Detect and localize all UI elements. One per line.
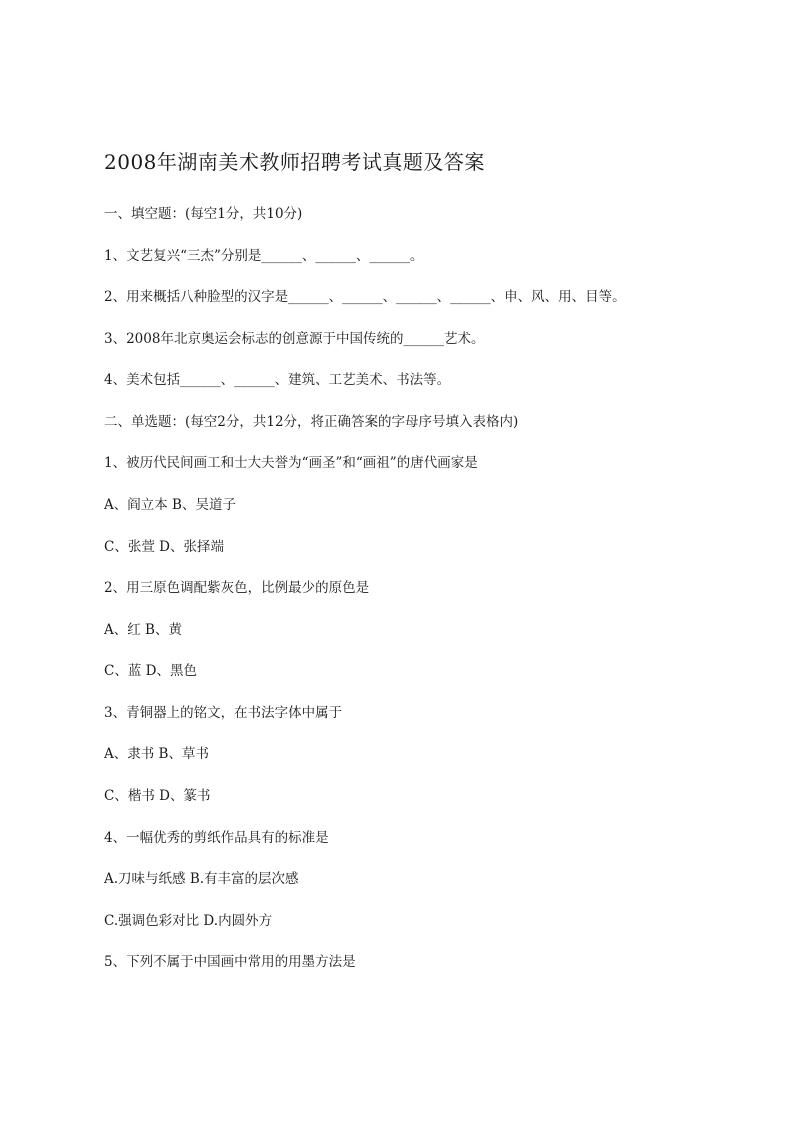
document-title: 2008年湖南美术教师招聘考试真题及答案 [104,150,485,174]
choice-question-2-options-ab: A、红 B、黄 [104,622,182,638]
choice-question-3: 3、青铜器上的铭文，在书法字体中属于 [104,705,343,721]
section-fill-in-heading: 一、填空题：(每空1分，共10分) [104,206,303,222]
choice-question-4-options-ab: A.刀味与纸感 B.有丰富的层次感 [104,871,299,887]
choice-question-3-options-ab: A、隶书 B、草书 [104,746,209,762]
choice-question-5: 5、下列不属于中国画中常用的用墨方法是 [104,954,356,970]
fill-in-question-1: 1、文艺复兴“三杰”分别是______、______、______。 [104,248,424,264]
fill-in-question-3: 3、2008年北京奥运会标志的创意源于中国传统的______艺术。 [104,331,485,347]
choice-question-4: 4、一幅优秀的剪纸作品具有的标准是 [104,830,329,846]
choice-question-4-options-cd: C.强调色彩对比 D.内圆外方 [104,913,273,929]
choice-question-1: 1、被历代民间画工和士大夫誉为“画圣”和“画祖”的唐代画家是 [104,455,478,471]
choice-question-1-options-ab: A、阎立本 B、吴道子 [104,497,236,513]
fill-in-question-4: 4、美术包括______、______、建筑、工艺美术、书法等。 [104,372,451,388]
choice-question-2-options-cd: C、蓝 D、黑色 [104,663,197,679]
choice-question-3-options-cd: C、楷书 D、篆书 [104,788,211,804]
section-single-choice-heading: 二、单选题：(每空2分，共12分，将正确答案的字母序号填入表格内) [104,414,519,430]
choice-question-2: 2、用三原色调配紫灰色，比例最少的原色是 [104,580,370,596]
fill-in-question-2: 2、用来概括八种脸型的汉字是______、______、______、______、申、风、用、目等。 [104,289,626,305]
choice-question-1-options-cd: C、张萱 D、张择端 [104,539,224,555]
